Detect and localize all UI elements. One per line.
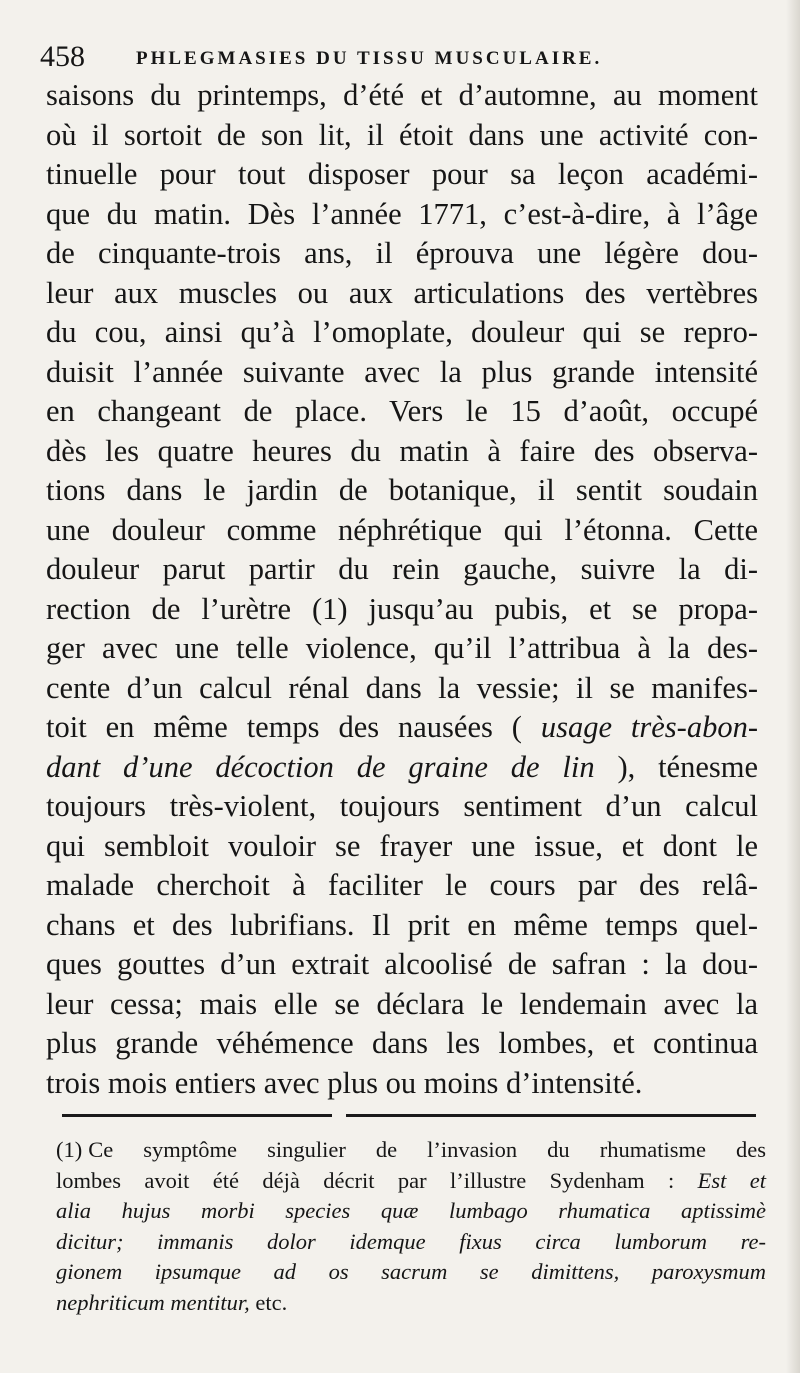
footnote-etc: etc. [255, 1289, 288, 1315]
footnote-line [56, 1135, 766, 1166]
text-span: ), ténesme [594, 749, 758, 784]
text-line: leur aux muscles ou aux articulations des vertèbres [46, 275, 758, 310]
text-line: où il sortoit de son lit, il étoit dans une activité con- [46, 117, 758, 152]
footnote-line [56, 1196, 766, 1227]
text-line: toujours très-violent, toujours sentiment d’un calcul [46, 789, 758, 823]
text-line-mixed [46, 748, 758, 788]
text-line: dès les quatre heures du matin à faire des observa- [46, 433, 758, 468]
text-line: douleur parut partir du rein gauche, suivre la di- [46, 552, 758, 586]
footnote [56, 1135, 766, 1318]
text-line: ger avec une telle violence, qu’il l’attribua à la des- [46, 631, 758, 665]
italic-span: gionem ipsumque ad os sacrum se dimittens, paroxysmum [56, 1259, 766, 1284]
text-line: trois mois entiers avec plus ou moins d’intensité. [46, 1065, 643, 1100]
running-header [40, 40, 760, 80]
text-line: rection de l’urètre (1) jusqu’au pubis, et se propa- [46, 591, 758, 626]
page-number: 458 [40, 40, 85, 73]
text-span: toit en même temps des nausées [46, 710, 493, 744]
text-line: de cinquante-trois ans, il éprouva une légère dou- [46, 236, 758, 270]
text-line: chans et des lubrifians. Il prit en même temps quel- [46, 907, 758, 942]
italic-span: usage très-abon- [540, 710, 758, 744]
text-line: ques gouttes d’un extrait alcoolisé de safran : la dou- [46, 947, 758, 981]
italic-span: alia hujus morbi species quæ lumbago rhumatica aptissimè [56, 1198, 766, 1223]
footnote-line [56, 1166, 766, 1197]
footnote-line [56, 1288, 766, 1319]
page-edge-shadow [786, 0, 800, 1373]
text-line: cente d’un calcul rénal dans la vessie; il se manifes- [46, 670, 758, 705]
text-line: plus grande véhémence dans les lombes, et continua [46, 1026, 758, 1060]
footnote-line [56, 1257, 766, 1288]
paren-open: ( [492, 710, 541, 744]
text-line: malade cherchoit à faciliter le cours par des relâ- [46, 868, 758, 902]
text-line: en changeant de place. Vers le 15 d’août, occupé [46, 394, 758, 428]
text-line: que du matin. Dès l’année 1771, c’est-à-dire, à l’âge [46, 196, 758, 231]
text-line: saisons du printemps, d’été et d’automne, au moment [46, 78, 758, 112]
footnote-rule-left [62, 1114, 332, 1117]
body-text [46, 76, 758, 1103]
footnote-rule-right [346, 1114, 756, 1117]
text-line: tinuelle pour tout disposer pour sa leçon académi- [46, 157, 758, 191]
italic-span: dant d’une décoction de graine de lin [46, 749, 595, 784]
text-line: du cou, ainsi qu’à l’omoplate, douleur qui se repro- [46, 315, 758, 349]
italic-span: dicitur; immanis dolor idemque fixus circa lumborum re- [56, 1228, 766, 1254]
text-line: tions dans le jardin de botanique, il sentit soudain [46, 473, 758, 507]
footnote-line [56, 1227, 766, 1258]
footnote-marker: (1) [56, 1137, 83, 1162]
text-line: une douleur comme néphrétique qui l’étonna. Cette [46, 512, 758, 547]
running-title: PHLEGMASIES DU TISSU MUSCULAIRE. [136, 48, 603, 69]
text-line: duisit l’année suivante avec la plus grande intensité [46, 354, 758, 389]
italic-span: nephriticum mentitur, [56, 1289, 256, 1315]
footnote-text: Ce symptôme singulier de l’invasion du rhumatisme des [88, 1137, 766, 1162]
text-line: qui sembloit vouloir se frayer une issue, et dont le [46, 828, 758, 863]
footnote-text: lombes avoit été déjà décrit par l’illustre Sydenham : [56, 1167, 698, 1193]
text-line-mixed [46, 708, 758, 748]
text-line: leur cessa; mais elle se déclara le lendemain avec la [46, 986, 758, 1021]
italic-span: Est et [697, 1167, 766, 1193]
